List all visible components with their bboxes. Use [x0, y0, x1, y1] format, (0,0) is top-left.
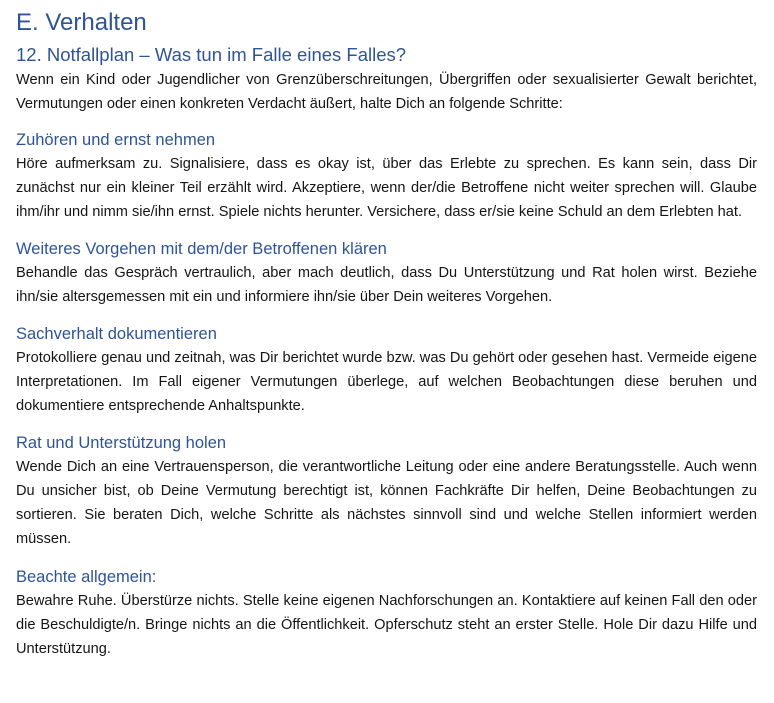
step-heading-general: Beachte allgemein:: [16, 568, 157, 586]
section-title: 12. Notfallplan – Was tun im Falle eines Falles?: [16, 44, 407, 65]
step-text-next-steps: Behandle das Gespräch vertraulich, aber mach deutlich, dass Du Unterstützung und Rat holen wirst. Beziehe ihn/sie altersgemessen mit ein und informiere ihn/sie über Dein weiteres Vorgehen.: [16, 265, 757, 305]
document-page: [16, 6, 757, 661]
step-text-document: Protokolliere genau und zeitnah, was Dir berichtet wurde bzw. was Du gehört oder gesehen hast. Vermeide eigene Interpretationen. Im Fall eigener Vermutungen überlege, auf welchen Beobachtungen diese beruhen und dokumentiere entsprechende Anhaltspunkte.: [16, 350, 757, 414]
chapter-title: E. Verhalten: [16, 9, 147, 36]
step-text-general: Bewahre Ruhe. Überstürze nichts. Stelle keine eigenen Nachforschungen an. Kontaktiere auf keinen Fall den oder die Beschuldigte/n. Bringe nichts an die Öffentlichkeit. Opferschutz steht an erster Stelle. Hole Dir dazu Hilfe und Unterstützung.: [16, 593, 757, 657]
step-text-listen: Höre aufmerksam zu. Signalisiere, dass es okay ist, über das Erlebte zu sprechen. Es kann sein, dass Dir zunächst nur ein kleiner Teil erzählt wird. Akzeptiere, wenn der/die Betroffene nicht weiter sprechen will. Glaube ihm/ihr und nimm sie/ihn ernst. Spiele nichts herunter. Versichere, dass er/sie keine Schuld an dem Erlebten hat.: [16, 156, 757, 220]
intro-paragraph: Wenn ein Kind oder Jugendlicher von Grenzüberschreitungen, Übergriffen oder sexualisierter Gewalt berichtet, Vermutungen oder einen konkreten Verdacht äußert, halte Dich an folgende Schritte:: [16, 72, 757, 112]
step-heading-next-steps: Weiteres Vorgehen mit dem/der Betroffenen klären: [16, 240, 387, 258]
step-heading-get-help: Rat und Unterstützung holen: [16, 434, 227, 452]
step-heading-listen: Zuhören und ernst nehmen: [16, 131, 216, 149]
step-heading-document: Sachverhalt dokumentieren: [16, 325, 217, 343]
step-text-get-help: Wende Dich an eine Vertrauensperson, die verantwortliche Leitung oder eine andere Beratungsstelle. Auch wenn Du unsicher bist, ob Deine Vermutung berechtigt ist, können Fachkräfte Dir helfen, Deine Beobachtungen zu sortieren. Sie beraten Dich, welche Schritte als nächstes sinnvoll sind und welche Stellen informiert werden müssen.: [16, 459, 757, 547]
